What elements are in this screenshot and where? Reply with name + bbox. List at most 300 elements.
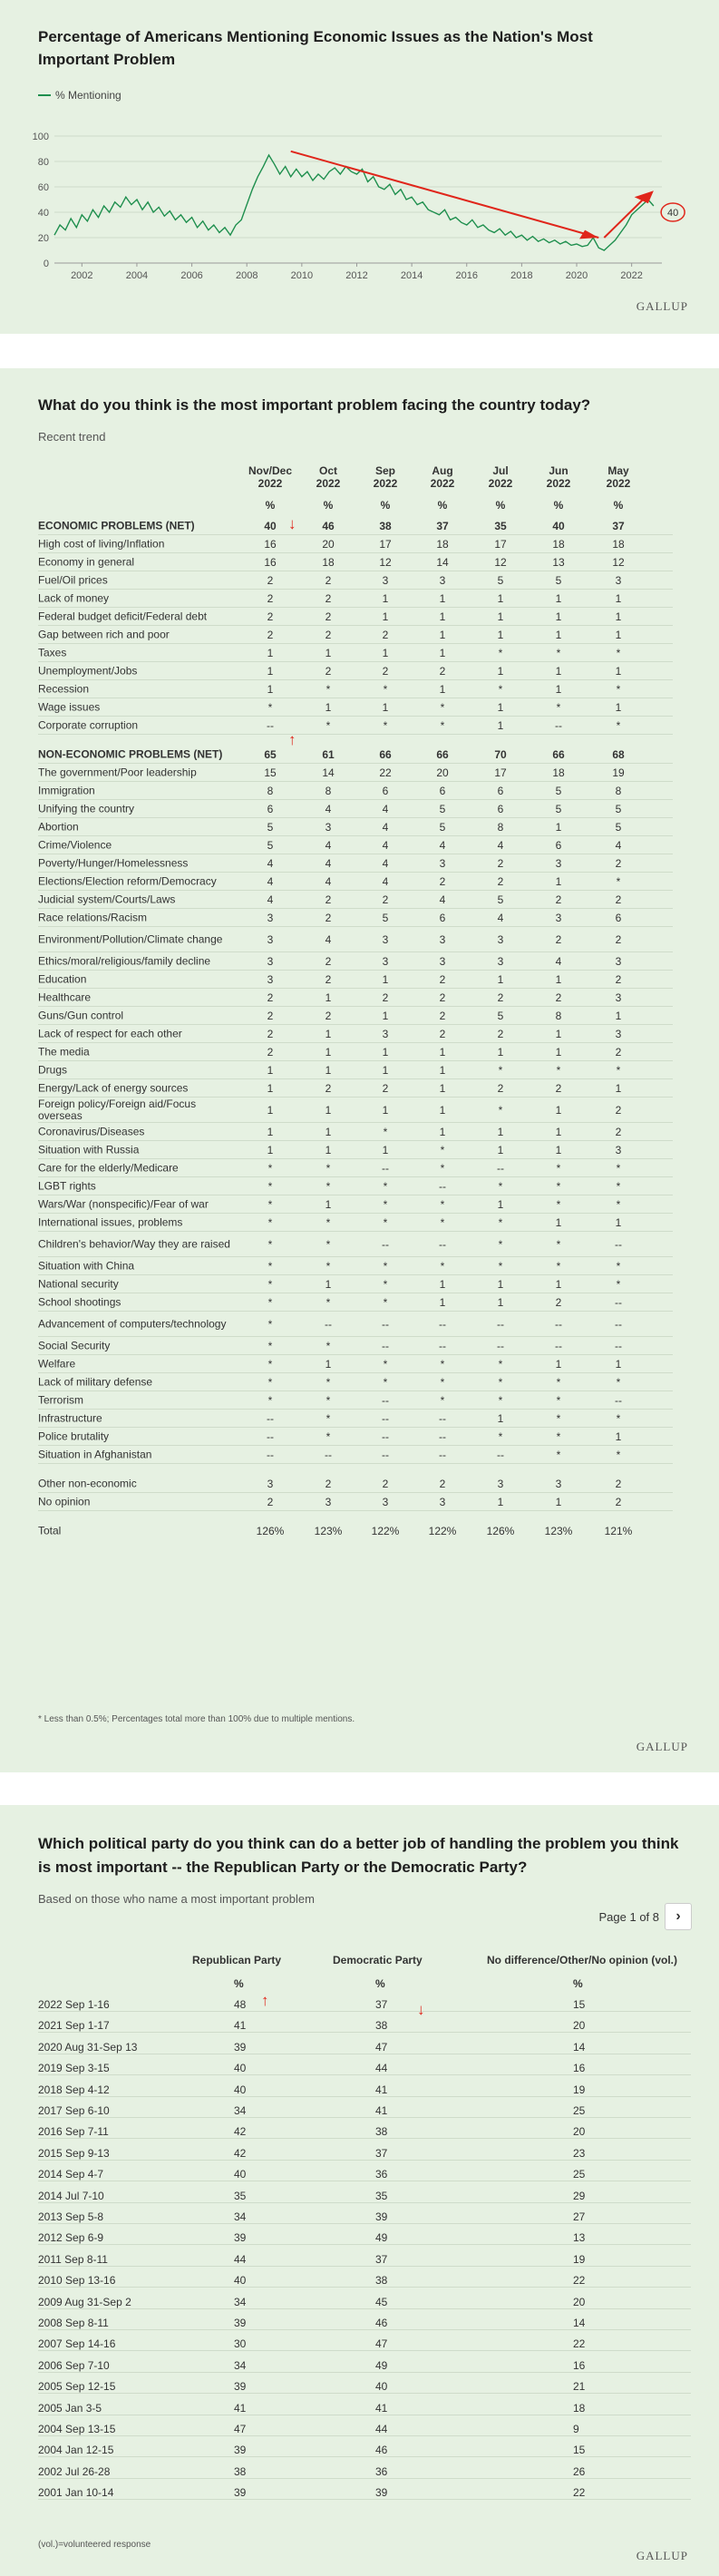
table-cell: 6	[267, 802, 274, 815]
table-cell: 5	[439, 820, 446, 834]
row-label: Infrastructure	[38, 1411, 102, 1424]
table-row	[38, 608, 673, 626]
section-subtitle: Based on those who name a most important problem	[38, 1892, 315, 1906]
table-cell: 2	[439, 874, 446, 888]
next-page-button[interactable]	[665, 1903, 692, 1930]
x-tick-label: 2002	[71, 270, 93, 281]
row-label: International issues, problems	[38, 1215, 183, 1228]
table-row	[38, 2229, 691, 2245]
table-row	[38, 1410, 673, 1428]
table-cell: 3	[325, 1495, 332, 1508]
table-cell: *	[616, 1259, 621, 1273]
row-label: Drugs	[38, 1063, 68, 1076]
line-chart	[27, 127, 680, 286]
table-row	[38, 2081, 691, 2097]
table-cell: 2	[382, 1081, 389, 1095]
table-cell: 48	[234, 1998, 247, 2011]
most-important-problem-card	[0, 368, 719, 1772]
table-cell: 2	[267, 990, 274, 1004]
table-row	[38, 2208, 691, 2224]
table-cell: 1	[615, 1357, 622, 1371]
table-cell: *	[383, 1179, 388, 1193]
table-cell: 1	[497, 1045, 504, 1059]
table-cell: *	[556, 1197, 561, 1211]
table-row	[38, 1214, 673, 1232]
table-row	[38, 626, 673, 644]
table-cell: 2	[325, 1081, 332, 1095]
table-cell: 1	[615, 1009, 622, 1022]
table-cell: --	[439, 1317, 446, 1331]
table-cell: *	[383, 1259, 388, 1273]
table-row	[38, 2187, 691, 2203]
table-cell: 2	[439, 1009, 446, 1022]
table-cell: *	[325, 1375, 331, 1389]
column-header-period: Jun	[549, 464, 568, 477]
y-tick-label: 20	[37, 233, 49, 244]
table-row	[38, 1995, 691, 2012]
table-cell: *	[267, 1277, 273, 1291]
table-cell: 2	[555, 893, 562, 906]
table-cell: 1	[497, 972, 504, 986]
table-cell: 5	[267, 838, 274, 852]
row-label: Education	[38, 972, 87, 985]
table-cell: 2	[267, 591, 274, 605]
table-cell: 3	[267, 932, 274, 946]
table-cell: *	[556, 1429, 561, 1443]
table-cell: *	[440, 1215, 445, 1229]
up-arrow-icon: ↑	[261, 1992, 269, 2009]
table-cell: 2	[325, 591, 332, 605]
table-cell: 49	[375, 2231, 388, 2245]
table-cell: *	[556, 1179, 561, 1193]
table-cell: 1	[555, 1143, 562, 1156]
table-row	[38, 2377, 691, 2394]
row-date: 2014 Sep 4-7	[38, 2168, 104, 2181]
table-cell: 2	[615, 932, 622, 946]
section-title: What do you think is the most important problem facing the country today?	[38, 396, 591, 414]
table-row	[38, 836, 673, 854]
gallup-logo: GALLUP	[636, 1740, 688, 1753]
table-row	[38, 1312, 673, 1337]
unit-label: %	[553, 499, 564, 512]
table-row	[38, 2271, 691, 2288]
table-cell: 2	[439, 1027, 446, 1040]
table-cell: 22	[573, 2486, 586, 2500]
table-cell: *	[556, 1259, 561, 1273]
column-header: No difference/Other/No opinion (vol.)	[487, 1954, 677, 1966]
economic-issues-chart-card	[0, 0, 719, 334]
row-label: The media	[38, 1045, 90, 1058]
table-cell: --	[497, 1339, 504, 1352]
table-cell: 44	[375, 2062, 388, 2075]
table-cell: *	[267, 1339, 273, 1352]
table-cell: 1	[555, 972, 562, 986]
table-cell: 38	[375, 2019, 388, 2033]
table-cell: 5	[615, 802, 622, 815]
table-cell: 2	[325, 893, 332, 906]
table-cell: 25	[573, 2168, 586, 2181]
table-cell: 3	[439, 932, 446, 946]
row-date: 2007 Sep 14-16	[38, 2337, 116, 2351]
table-row	[38, 1355, 673, 1373]
table-cell: 1	[555, 1357, 562, 1371]
table-cell: 37	[375, 2252, 388, 2266]
x-tick-label: 2012	[345, 270, 368, 281]
table-row	[38, 1337, 673, 1355]
table-row	[38, 1098, 673, 1123]
column-header-period: Sep	[374, 464, 395, 477]
table-cell: 34	[234, 2210, 247, 2223]
table-cell: 61	[322, 747, 335, 761]
row-label: Situation with Russia	[38, 1143, 140, 1156]
table-row	[38, 1123, 673, 1141]
row-date: 2022 Sep 1-16	[38, 1998, 110, 2011]
x-tick-label: 2022	[620, 270, 643, 281]
table-cell: 1	[555, 591, 562, 605]
row-label: Lack of military defense	[38, 1375, 153, 1388]
table-cell: 2	[267, 1495, 274, 1508]
table-cell: 12	[494, 555, 507, 569]
table-cell: 18	[552, 766, 565, 779]
table-cell: *	[616, 682, 621, 696]
table-cell: --	[439, 1429, 446, 1443]
table-cell: 2	[497, 856, 504, 870]
pagination	[599, 1903, 693, 1930]
table-cell: 8	[325, 784, 332, 797]
table-cell: 42	[234, 2146, 247, 2160]
table-row	[38, 1061, 673, 1079]
trend-down-arrow	[291, 151, 599, 238]
column-header-period: May	[607, 464, 629, 477]
net-row	[38, 517, 673, 535]
table-row	[38, 2038, 691, 2054]
table-cell: 4	[382, 802, 389, 815]
y-tick-label: 60	[37, 182, 49, 193]
table-cell: 35	[234, 2189, 247, 2202]
table-cell: 42	[234, 2125, 247, 2139]
table-cell: 13	[552, 555, 565, 569]
table-cell: 5	[555, 784, 562, 797]
table-cell: 3	[382, 1027, 389, 1040]
table-cell: 4	[555, 954, 562, 968]
table-cell: *	[267, 1215, 273, 1229]
table-cell: 37	[375, 1998, 388, 2011]
table-cell: --	[615, 1393, 622, 1407]
table-cell: *	[498, 1375, 503, 1389]
row-label: Immigration	[38, 784, 95, 796]
table-cell: *	[325, 1339, 331, 1352]
table-cell: 1	[439, 610, 446, 623]
row-label: Foreign policy/Foreign aid/Focus overseas	[38, 1097, 197, 1122]
row-label: Economy in general	[38, 555, 135, 568]
table-cell: --	[382, 1161, 389, 1175]
table-cell: *	[556, 1161, 561, 1175]
table-cell: 20	[436, 766, 449, 779]
table-cell: 2	[497, 990, 504, 1004]
table-row	[38, 854, 673, 873]
table-cell: 2	[325, 1009, 332, 1022]
unit-label: %	[323, 499, 334, 512]
row-label: No opinion	[38, 1495, 91, 1508]
table-cell: --	[382, 1393, 389, 1407]
table-cell: 39	[375, 2486, 388, 2500]
table-cell: 1	[267, 1125, 274, 1138]
table-cell: 1	[382, 1063, 389, 1077]
table-cell: 2	[615, 972, 622, 986]
table-cell: --	[555, 718, 562, 732]
column-header-year: 2022	[606, 477, 631, 490]
table-cell: 2	[382, 664, 389, 678]
table-cell: 22	[573, 2274, 586, 2288]
table-cell: 2	[555, 1295, 562, 1309]
table-cell: *	[440, 718, 445, 732]
table-cell: 1	[439, 1081, 446, 1095]
table-row	[38, 2483, 691, 2500]
table-cell: 3	[439, 573, 446, 587]
y-tick-label: 80	[37, 157, 49, 168]
table-cell: 18	[436, 537, 449, 551]
table-cell: *	[440, 1161, 445, 1175]
table-cell: --	[615, 1237, 622, 1251]
table-cell: --	[497, 1161, 504, 1175]
row-label: Situation in Afghanistan	[38, 1448, 152, 1460]
table-cell: *	[325, 1161, 331, 1175]
table-cell: 1	[439, 1277, 446, 1291]
table-cell: 1	[615, 1081, 622, 1095]
table-cell: --	[439, 1411, 446, 1425]
table-cell: 1	[555, 628, 562, 641]
table-cell: 1	[382, 972, 389, 986]
table-cell: 2	[267, 1009, 274, 1022]
table-cell: 1	[267, 682, 274, 696]
table-cell: 14	[436, 555, 449, 569]
table-cell: 20	[573, 2295, 586, 2308]
table-cell: --	[439, 1448, 446, 1461]
table-cell: 27	[573, 2210, 586, 2223]
table-cell: 40	[234, 2168, 247, 2181]
table-cell: 2	[325, 911, 332, 924]
table-row	[38, 698, 673, 717]
table-cell: 16	[573, 2062, 586, 2075]
table-cell: *	[267, 1393, 273, 1407]
table-cell: 16	[573, 2358, 586, 2372]
table-cell: *	[383, 1277, 388, 1291]
table-row	[38, 2250, 691, 2267]
column-header-year: 2022	[373, 477, 398, 490]
table-row	[38, 1493, 673, 1511]
table-row	[38, 800, 673, 818]
table-footnote: (vol.)=volunteered response	[38, 2540, 151, 2550]
table-cell: 4	[497, 911, 504, 924]
table-cell: *	[267, 1357, 273, 1371]
table-cell: 1	[382, 646, 389, 659]
column-header	[593, 464, 644, 490]
row-label: National security	[38, 1277, 119, 1290]
table-cell: *	[440, 1143, 445, 1156]
table-cell: 1	[555, 1027, 562, 1040]
table-cell: 22	[379, 766, 392, 779]
table-row	[38, 2420, 691, 2436]
table-cell: 3	[382, 954, 389, 968]
table-row	[38, 1232, 673, 1257]
table-row	[38, 2122, 691, 2139]
callout-label: 40	[667, 208, 679, 219]
table-cell: 3	[325, 820, 332, 834]
table-cell: 126%	[256, 1525, 285, 1537]
row-label: Terrorism	[38, 1393, 83, 1406]
table-cell: *	[383, 1125, 388, 1138]
table-cell: 15	[573, 2444, 586, 2457]
table-cell: *	[325, 1179, 331, 1193]
table-cell: 121%	[604, 1525, 633, 1537]
unit-label: %	[495, 499, 506, 512]
table-cell: 46	[375, 2444, 388, 2457]
table-cell: 1	[267, 664, 274, 678]
table-cell: 3	[267, 911, 274, 924]
table-cell: 2	[615, 1103, 622, 1117]
table-cell: *	[267, 1295, 273, 1309]
table-cell: 2	[615, 893, 622, 906]
table-cell: 18	[552, 537, 565, 551]
table-cell: *	[616, 1161, 621, 1175]
table-cell: 5	[382, 911, 389, 924]
table-cell: 1	[555, 1495, 562, 1508]
table-cell: 40	[552, 519, 565, 532]
column-header	[417, 464, 468, 490]
table-cell: 8	[267, 784, 274, 797]
row-date: 2017 Sep 6-10	[38, 2104, 110, 2117]
table-cell: 66	[436, 747, 449, 761]
table-cell: 2	[325, 664, 332, 678]
table-cell: 4	[382, 874, 389, 888]
table-cell: --	[439, 1339, 446, 1352]
row-label: Lack of respect for each other	[38, 1027, 182, 1039]
table-cell: 3	[497, 954, 504, 968]
table-cell: *	[498, 1393, 503, 1407]
table-cell: 3	[555, 911, 562, 924]
table-cell: 1	[382, 1143, 389, 1156]
table-cell: 18	[322, 555, 335, 569]
table-cell: 3	[267, 954, 274, 968]
table-cell: *	[616, 1411, 621, 1425]
table-cell: 2	[497, 1027, 504, 1040]
row-date: 2014 Jul 7-10	[38, 2189, 104, 2202]
table-cell: 3	[497, 1477, 504, 1490]
table-cell: 15	[264, 766, 277, 779]
table-cell: 21	[573, 2380, 586, 2394]
table-cell: --	[325, 1448, 332, 1461]
table-cell: *	[440, 1197, 445, 1211]
table-cell: --	[615, 1317, 622, 1331]
table-cell: 4	[267, 893, 274, 906]
table-cell: 1	[555, 1277, 562, 1291]
page-indicator: Page 1 of 8	[598, 1909, 659, 1924]
table-cell: 2	[267, 628, 274, 641]
table-cell: *	[498, 682, 503, 696]
table-row	[38, 571, 673, 590]
table-cell: 1	[497, 1295, 504, 1309]
row-label: School shootings	[38, 1295, 121, 1308]
table-cell: --	[497, 1317, 504, 1331]
row-label: Guns/Gun control	[38, 1009, 124, 1021]
table-cell: 1	[497, 700, 504, 714]
table-cell: 1	[325, 1197, 332, 1211]
row-label: Advancement of computers/technology	[38, 1317, 227, 1330]
table-cell: *	[383, 1215, 388, 1229]
table-cell: 6	[615, 911, 622, 924]
table-cell: 37	[375, 2146, 388, 2160]
row-date: 2004 Sep 13-15	[38, 2423, 116, 2435]
table-cell: *	[556, 1375, 561, 1389]
table-cell: 17	[379, 537, 392, 551]
table-cell: 6	[439, 911, 446, 924]
table-header	[38, 464, 673, 492]
table-cell: 1	[382, 700, 389, 714]
table-cell: 126%	[486, 1525, 515, 1537]
table-cell: 1	[497, 610, 504, 623]
table-cell: 4	[615, 838, 622, 852]
table-cell: 1	[497, 1197, 504, 1211]
table-cell: 2	[325, 610, 332, 623]
table-cell: 16	[264, 537, 277, 551]
row-label: Social Security	[38, 1339, 111, 1351]
row-label: LGBT rights	[38, 1179, 96, 1192]
table-row	[38, 535, 673, 553]
table-cell: 1	[555, 1103, 562, 1117]
table-cell: 4	[267, 856, 274, 870]
table-cell: 1	[555, 682, 562, 696]
table-row	[38, 909, 673, 927]
table-cell: *	[325, 1411, 331, 1425]
row-date: 2018 Sep 4-12	[38, 2083, 110, 2096]
row-label: Children's behavior/Way they are raised	[38, 1237, 230, 1250]
table-row	[38, 553, 673, 571]
table-cell: 1	[497, 1411, 504, 1425]
table-cell: 4	[267, 874, 274, 888]
table-cell: 2	[615, 856, 622, 870]
table-cell: 2	[267, 1045, 274, 1059]
table-cell: --	[615, 1295, 622, 1309]
row-label: Other non-economic	[38, 1477, 137, 1489]
table-cell: --	[382, 1411, 389, 1425]
row-date: 2016 Sep 7-11	[38, 2125, 109, 2139]
table-row	[38, 2144, 691, 2161]
table-cell: 1	[615, 700, 622, 714]
table-cell: 3	[615, 990, 622, 1004]
table-cell: 47	[375, 2040, 388, 2054]
table-row	[38, 680, 673, 698]
table-cell: 3	[267, 1477, 274, 1490]
table-cell: *	[616, 1197, 621, 1211]
table-row	[38, 2335, 691, 2351]
table-cell: 17	[494, 766, 507, 779]
section-title: Which political party do you think can do a better job of handling the problem you think is most important -- the Republican Party or the Democratic Party?	[38, 1835, 679, 1876]
x-tick-label: 2020	[565, 270, 588, 281]
unit-label: %	[265, 499, 276, 512]
table-cell: *	[325, 1215, 331, 1229]
column-header: Republican Party	[192, 1954, 282, 1966]
table-cell: 38	[375, 2125, 388, 2139]
trend-up-arrow	[604, 194, 648, 238]
table-cell: --	[382, 1448, 389, 1461]
table-row	[38, 1177, 673, 1195]
table-row	[38, 1446, 673, 1464]
table-cell: 1	[555, 1045, 562, 1059]
table-row	[38, 1293, 673, 1312]
table-cell: 8	[615, 784, 622, 797]
table-cell: --	[382, 1429, 389, 1443]
table-cell: 39	[375, 2210, 388, 2223]
